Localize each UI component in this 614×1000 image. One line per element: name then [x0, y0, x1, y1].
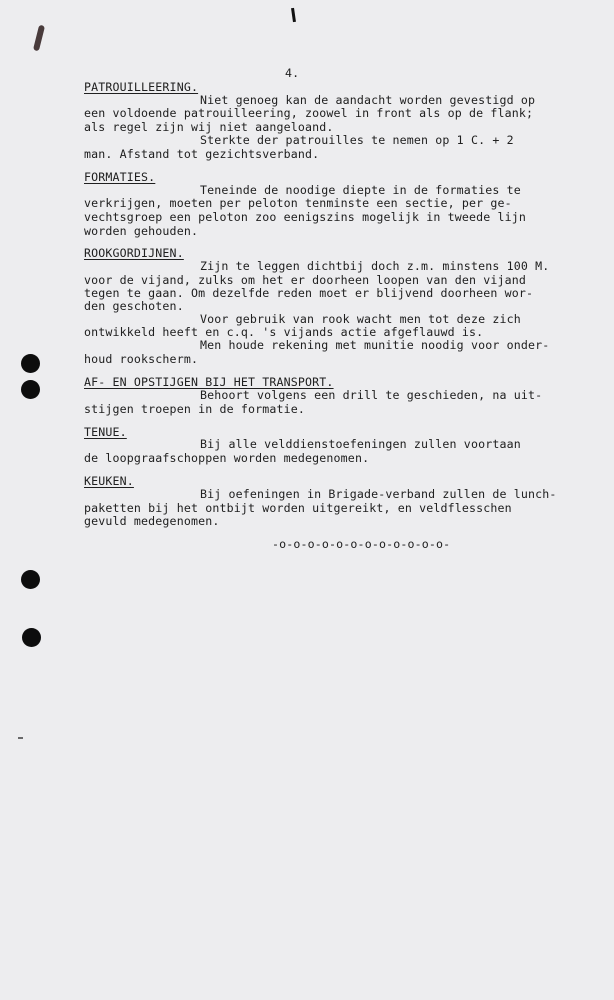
- heading-af-en-opstijgen: AF- EN OPSTIJGEN BIJ HET TRANSPORT.: [84, 375, 334, 389]
- paragraph-line: worden gehouden.: [84, 224, 199, 238]
- paragraph-line: Teneinde de noodige diepte in de formaties te: [200, 183, 521, 197]
- paragraph-line: Sterkte der patrouilles te nemen op 1 C. + 2: [200, 133, 514, 147]
- heading-patrouilleering: PATROUILLEERING.: [84, 80, 199, 94]
- heading-rookgordijnen: ROOKGORDIJNEN.: [84, 246, 184, 260]
- punch-hole-3: [21, 570, 40, 589]
- corner-smudge: [33, 25, 45, 52]
- paragraph-line: houd rookscherm.: [84, 352, 199, 366]
- paragraph-line: Voor gebruik van rook wacht men tot deze zich: [200, 312, 521, 326]
- top-pen-mark: [291, 8, 296, 22]
- paragraph-line: Bij oefeningen in Brigade-verband zullen de lunch-: [200, 487, 557, 501]
- punch-hole-4: [22, 628, 41, 647]
- paragraph-line: voor de vijand, zulks om het er doorheen loopen van den vijand: [84, 273, 527, 287]
- paragraph-line: stijgen troepen in de formatie.: [84, 402, 306, 416]
- paragraph-line: de loopgraafschoppen worden medegenomen.: [84, 451, 370, 465]
- heading-formaties: FORMATIES.: [84, 170, 156, 184]
- paragraph-line: als regel zijn wij niet aangeloand.: [84, 120, 334, 134]
- heading-tenue: TENUE.: [84, 425, 127, 439]
- paragraph-line: een voldoende patrouilleering, zoowel in front als op de flank;: [84, 106, 534, 120]
- paragraph-line: verkrijgen, moeten per peloton tenminste een sectie, per ge-: [84, 196, 512, 210]
- paragraph-line: Men houde rekening met munitie noodig voor onder-: [200, 338, 550, 352]
- paragraph-line: den geschoten.: [84, 299, 184, 313]
- paragraph-line: Zijn te leggen dichtbij doch z.m. minstens 100 M.: [200, 259, 550, 273]
- paragraph-line: Bij alle velddienstoefeningen zullen voortaan: [200, 437, 521, 451]
- paragraph-line: Niet genoeg kan de aandacht worden gevestigd op: [200, 93, 536, 107]
- heading-keuken: KEUKEN.: [84, 474, 134, 488]
- paragraph-line: paketten bij het ontbijt worden uitgereikt, en veldflesschen: [84, 501, 512, 515]
- section-separator: -o-o-o-o-o-o-o-o-o-o-o-o-: [272, 537, 451, 551]
- paragraph-line: ontwikkeld heeft en c.q. 's vijands actie afgeflauwd is.: [84, 325, 484, 339]
- margin-tick: [18, 737, 23, 739]
- punch-hole-1: [21, 354, 40, 373]
- page-number: 4.: [285, 66, 300, 80]
- punch-hole-2: [21, 380, 40, 399]
- paragraph-line: vechtsgroep een peloton zoo eenigszins mogelijk in tweede lijn: [84, 210, 527, 224]
- paragraph-line: tegen te gaan. Om dezelfde reden moet er blijvend doorheen wor-: [84, 286, 534, 300]
- paragraph-line: man. Afstand tot gezichtsverband.: [84, 147, 320, 161]
- paragraph-line: Behoort volgens een drill te geschieden, na uit-: [200, 388, 543, 402]
- paragraph-line: gevuld medegenomen.: [84, 514, 220, 528]
